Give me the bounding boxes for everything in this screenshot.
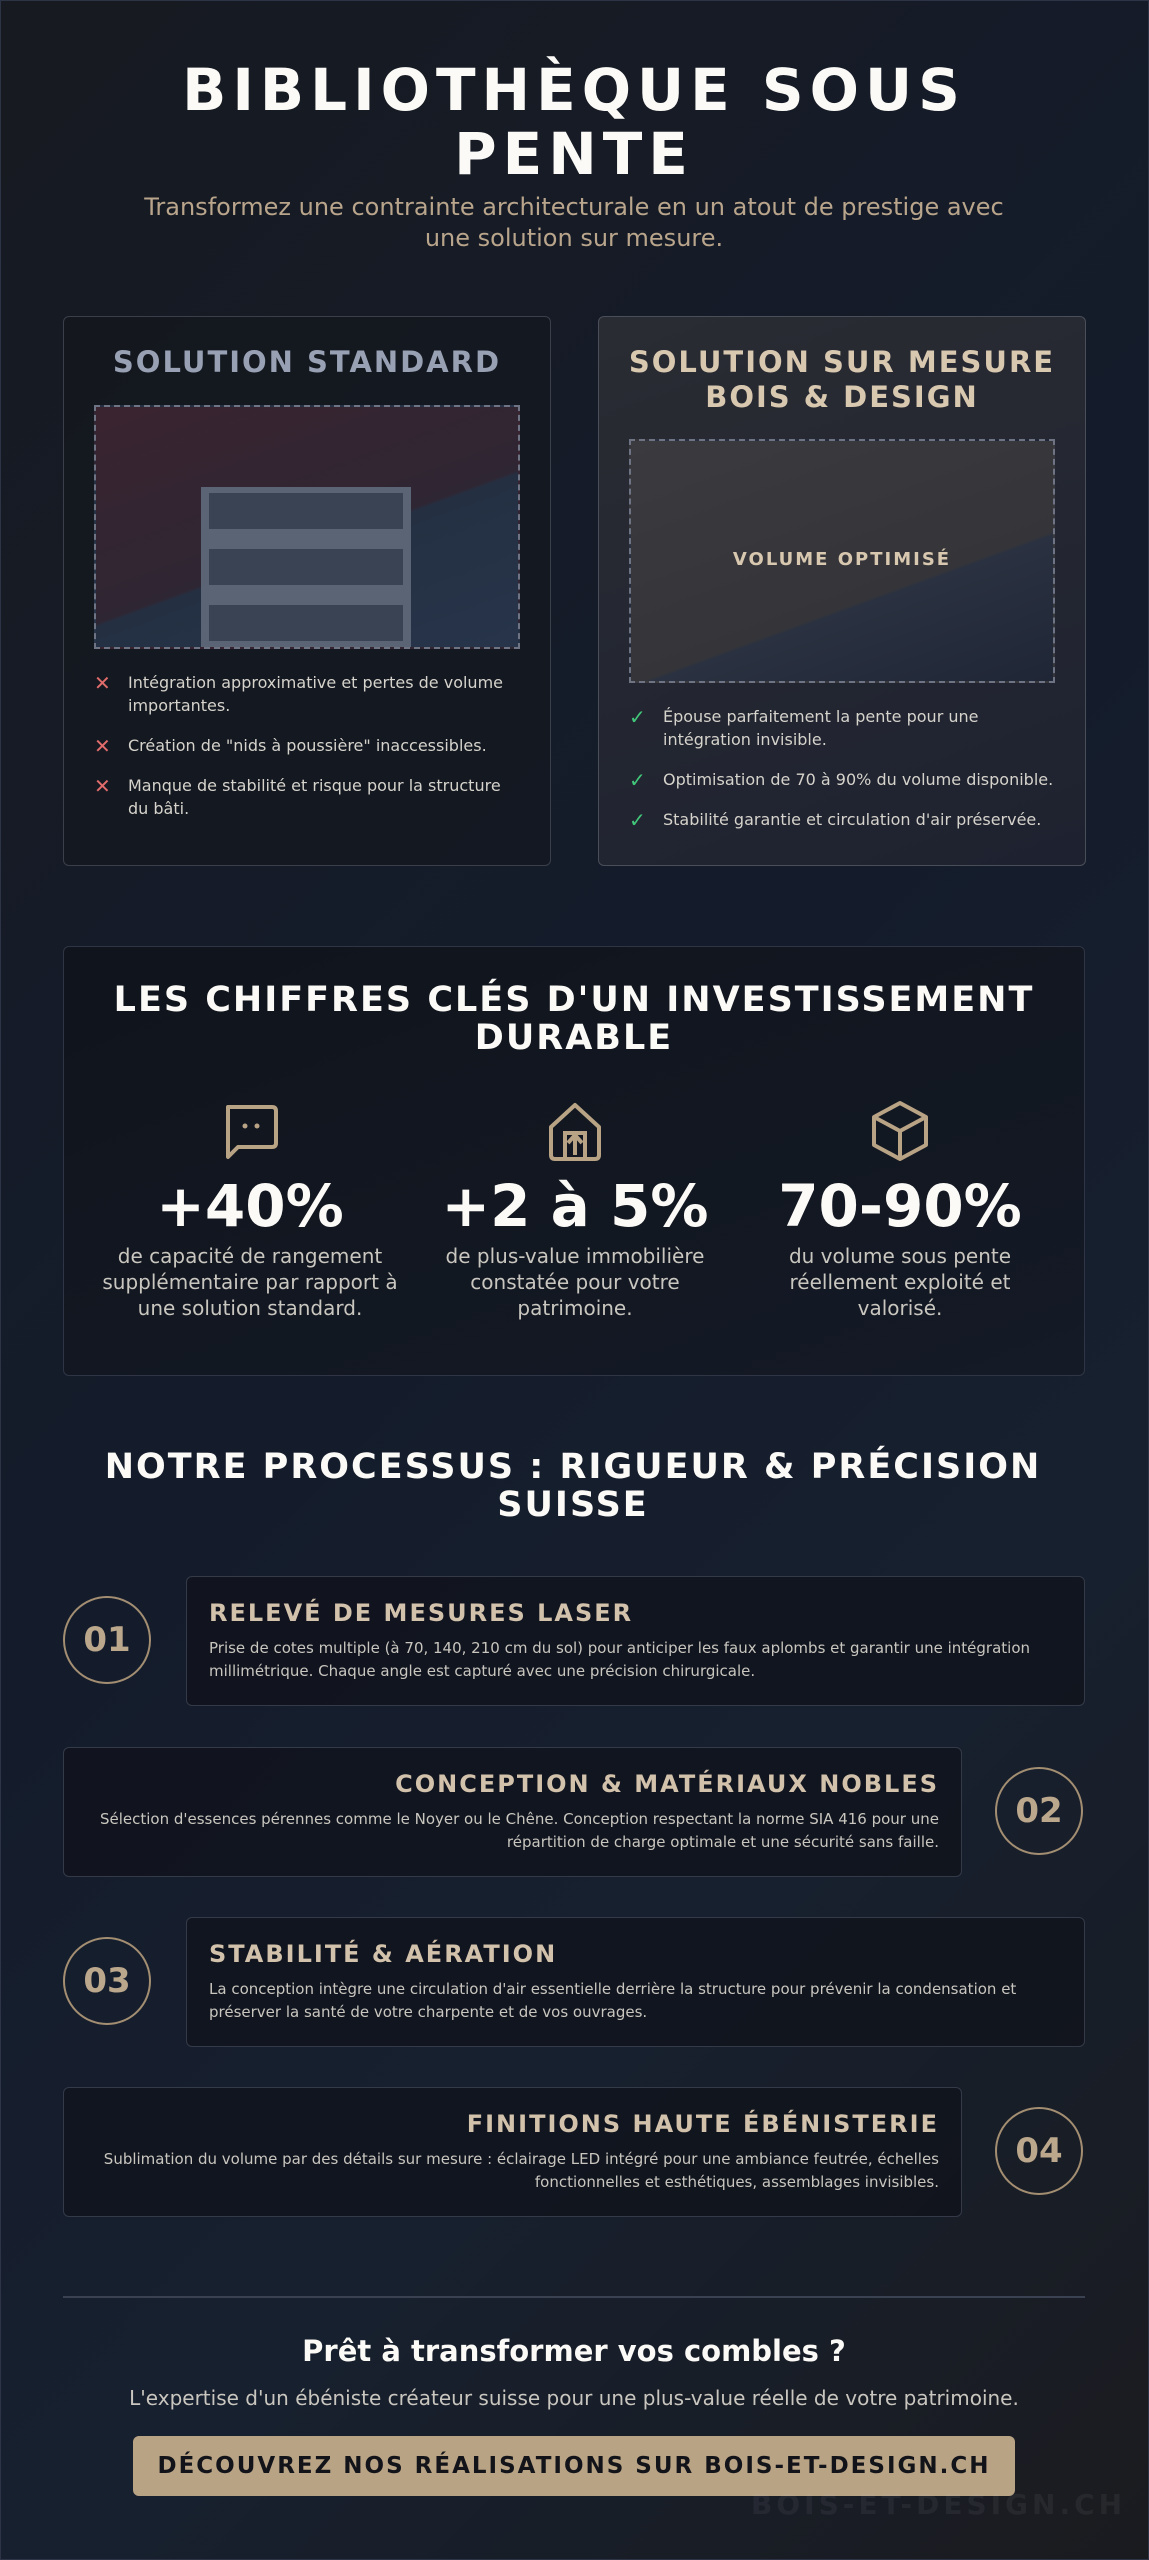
check-icon: ✓ — [629, 768, 646, 792]
check-icon: ✓ — [629, 705, 646, 729]
stat-volume — [750, 1099, 1050, 1321]
brand-watermark: BOIS-ET-DESIGN.CH — [751, 2488, 1127, 2521]
cross-icon: ✕ — [94, 734, 111, 758]
standard-shelf-graphic — [201, 487, 411, 649]
process-title: NOTRE PROCESSUS : RIGUEUR & PRÉCISION SUISSE — [104, 1447, 1042, 1525]
list-item-text: Création de "nids à poussière" inaccessibles. — [128, 736, 487, 755]
key-figures-title: LES CHIFFRES CLÉS D'UN INVESTISSEMENT DURABLE — [113, 980, 1035, 1058]
step-title: RELEVÉ DE MESURES LASER — [209, 1599, 634, 1627]
cross-icon: ✕ — [94, 671, 111, 695]
custom-benefits-list — [629, 705, 1055, 848]
step-text: Sélection d'essences pérennes comme le Noyer ou le Chêne. Conception respectant la norme SIA 416 pour une répartition de charge optimale et une sécurité sans faille. — [99, 1810, 939, 1851]
standard-solution-card — [63, 316, 551, 866]
stat-value: +40% — [156, 1172, 344, 1240]
step-text: Prise de cotes multiple (à 70, 140, 210 cm du sol) pour anticiper les faux aplombs et garantir une intégration millimétrique. Chaque angle est capturé avec une précision chirurgicale. — [209, 1639, 1031, 1680]
step-title: STABILITÉ & AÉRATION — [209, 1940, 558, 1968]
stat-value: +2 à 5% — [441, 1172, 709, 1240]
process-step-2 — [63, 1747, 962, 1877]
stat-value-gain — [425, 1099, 725, 1321]
stat-description: de capacité de rangement supplémentaire par rapport à une solution standard. — [102, 1244, 398, 1320]
list-item-text: Stabilité garantie et circulation d'air préservée. — [663, 810, 1042, 829]
process-step-3 — [186, 1917, 1085, 2047]
list-item — [94, 734, 520, 757]
standard-illustration — [94, 405, 520, 649]
step-text: La conception intègre une circulation d'air essentielle derrière la structure pour prévenir la condensation et préserver la santé de votre charpente et de vos ouvrages. — [209, 1980, 1017, 2021]
illustration-label: VOLUME OPTIMISÉ — [732, 549, 952, 570]
custom-card-title: SOLUTION SUR MESURE BOIS & DESIGN — [628, 345, 1056, 414]
list-item-text: Optimisation de 70 à 90% du volume disponible. — [663, 770, 1054, 789]
stat-description: de plus-value immobilière constatée pour votre patrimoine. — [445, 1244, 705, 1320]
list-item — [94, 774, 520, 820]
step-number-badge: 03 — [63, 1937, 151, 2025]
stat-capacity — [100, 1099, 400, 1321]
list-item — [629, 705, 1055, 751]
step-number-badge: 04 — [995, 2107, 1083, 2195]
custom-solution-card — [598, 316, 1086, 866]
cube-icon — [868, 1099, 932, 1163]
step-number-badge: 02 — [995, 1767, 1083, 1855]
cross-icon: ✕ — [94, 774, 111, 798]
cta-subtitle: L'expertise d'un ébéniste créateur suisse pour une plus-value réelle de votre patrimoine. — [129, 2386, 1019, 2410]
message-square-icon — [218, 1099, 282, 1163]
standard-drawbacks-list — [94, 671, 520, 837]
check-icon: ✓ — [629, 808, 646, 832]
stat-value: 70-90% — [778, 1172, 1022, 1240]
process-step-1 — [186, 1576, 1085, 1706]
list-item-text: Manque de stabilité et risque pour la structure du bâti. — [128, 776, 501, 818]
cta-title: Prêt à transformer vos combles ? — [302, 2334, 846, 2368]
house-arrow-up-icon — [543, 1099, 607, 1163]
list-item-text: Épouse parfaitement la pente pour une intégration invisible. — [663, 707, 979, 749]
page-subtitle: Transformez une contrainte architecturale en un atout de prestige avec une solution sur mesure. — [144, 193, 1004, 252]
stat-description: du volume sous pente réellement exploité et valorisé. — [788, 1244, 1012, 1320]
list-item — [629, 808, 1055, 831]
standard-card-title: SOLUTION STANDARD — [112, 345, 502, 379]
step-title: CONCEPTION & MATÉRIAUX NOBLES — [395, 1770, 939, 1798]
list-item — [94, 671, 520, 717]
key-figures-panel — [63, 946, 1085, 1376]
section-divider — [63, 2296, 1085, 2298]
custom-illustration — [629, 439, 1055, 683]
step-title: FINITIONS HAUTE ÉBÉNISTERIE — [466, 2110, 939, 2138]
page-title: BIBLIOTHÈQUE SOUS PENTE — [182, 56, 966, 188]
list-item — [629, 768, 1055, 791]
step-text: Sublimation du volume par des détails sur mesure : éclairage LED intégré pour une ambiance feutrée, échelles fonctionnelles et esthétiques, assemblages invisibles. — [103, 2150, 939, 2191]
list-item-text: Intégration approximative et pertes de volume importantes. — [128, 673, 503, 715]
discover-realisations-button[interactable]: DÉCOUVREZ NOS RÉALISATIONS SUR BOIS-ET-DESIGN.CH — [133, 2436, 1015, 2496]
step-number-badge: 01 — [63, 1596, 151, 1684]
process-step-4 — [63, 2087, 962, 2217]
